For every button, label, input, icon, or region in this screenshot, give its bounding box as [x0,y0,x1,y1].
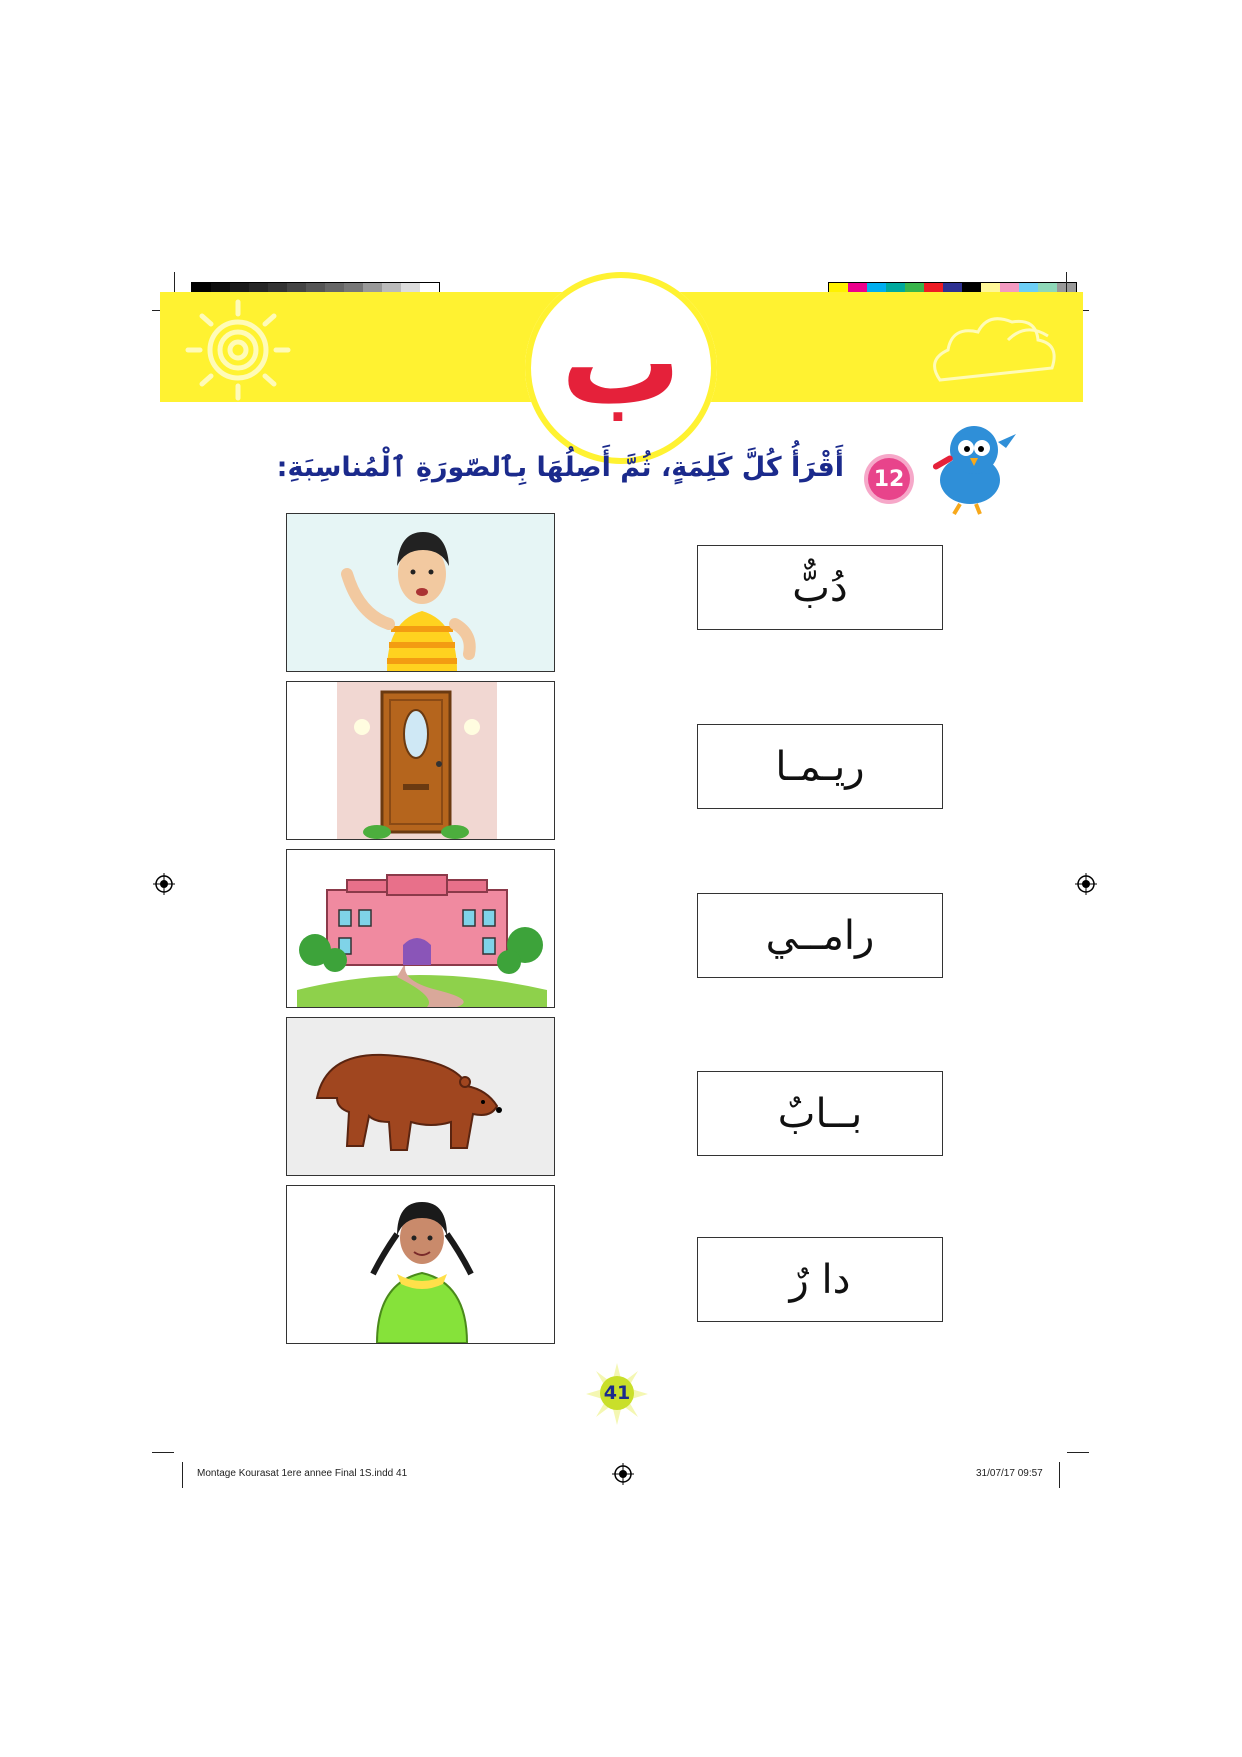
bird-mascot-icon [912,420,1022,520]
boy-icon [287,514,554,671]
picture-boy[interactable] [286,513,555,672]
registration-mark-icon [612,1463,634,1485]
word-box[interactable] [697,1237,943,1322]
word-label: بــابٌ [777,1090,863,1137]
exercise-instruction: أَقْرَأُ كُلَّ كَلِمَةٍ، ثُمَّ أَصِلُهَا بِٱلصّورَةِ ٱلْمُناسِبَةِ: [276,452,844,483]
featured-letter: ب [560,293,682,432]
sun-icon [178,298,298,402]
registration-mark-icon [1075,873,1097,895]
picture-house[interactable] [286,849,555,1008]
word-label: دا رٌ [789,1256,851,1303]
crop-mark [152,1452,174,1453]
crop-mark [182,1462,183,1488]
word-label: دُبٌّ [792,564,848,611]
door-icon [287,682,554,839]
picture-girl[interactable] [286,1185,555,1344]
page-number: 41 [600,1376,634,1410]
picture-door[interactable] [286,681,555,840]
crop-mark [174,272,175,294]
crop-mark [1066,272,1067,294]
cloud-icon [920,300,1070,400]
word-box[interactable] [697,724,943,809]
word-box[interactable] [697,893,943,978]
letter-circle [525,272,717,464]
word-label: ريـمـا [775,743,865,790]
word-box[interactable] [697,1071,943,1156]
girl-icon [287,1186,554,1343]
word-box[interactable] [697,545,943,630]
picture-bear[interactable] [286,1017,555,1176]
crop-mark [1067,1452,1089,1453]
exercise-number-badge: 12 [868,458,910,500]
word-label: رامــي [765,912,875,959]
crop-mark [1059,1462,1060,1488]
house-icon [287,850,554,1007]
registration-mark-icon [153,873,175,895]
footer-timestamp: 31/07/17 09:57 [976,1468,1043,1479]
bear-icon [287,1018,554,1175]
footer-filename: Montage Kourasat 1ere annee Final 1S.indd 41 [197,1468,408,1479]
